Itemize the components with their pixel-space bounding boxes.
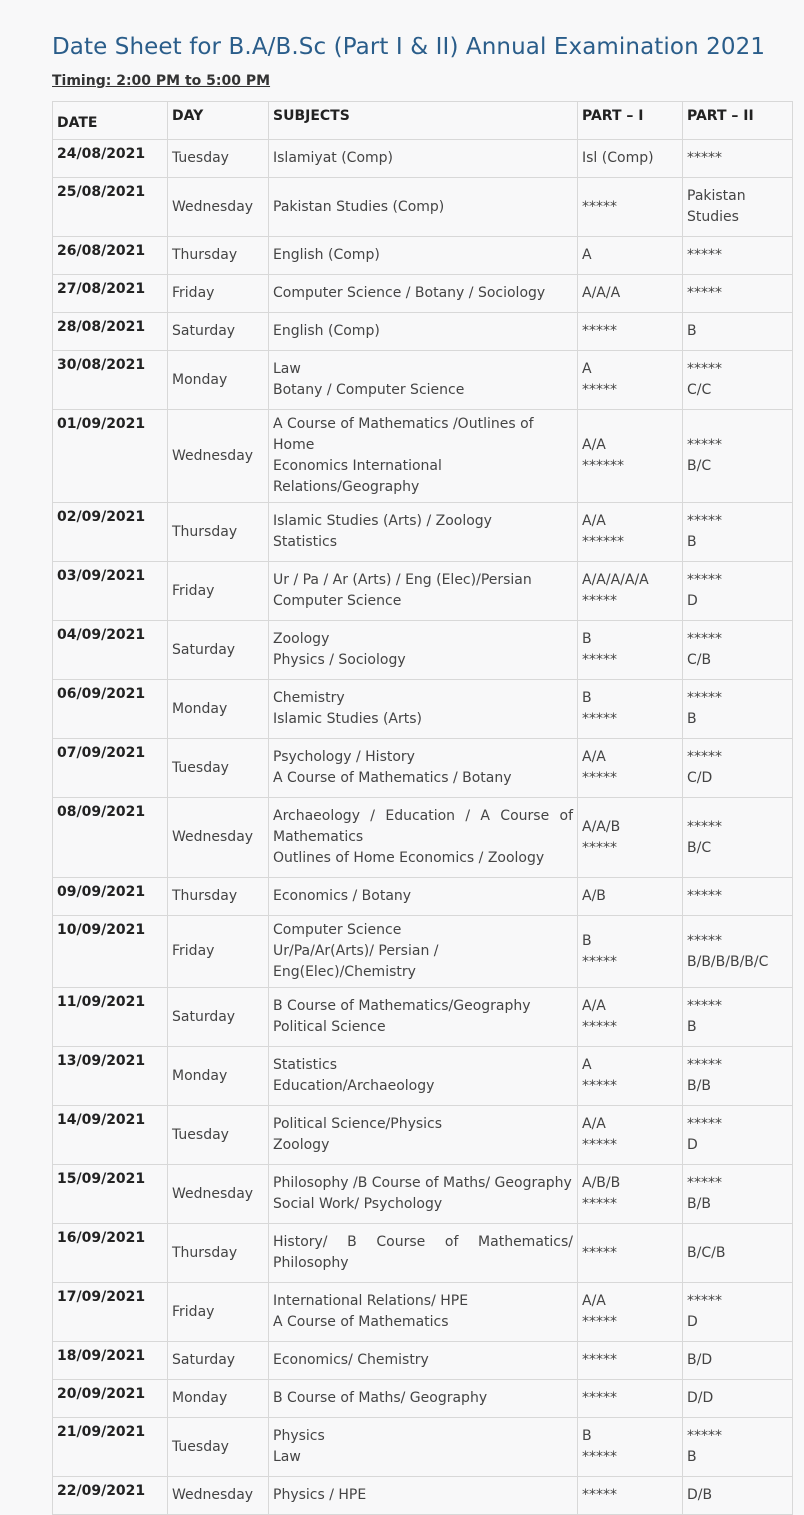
part2-line: C/B: [687, 652, 712, 668]
subjects-line: Physics / Sociology: [273, 652, 406, 668]
subjects-line: Islamiyat (Comp): [273, 150, 394, 166]
date-cell: 03/09/2021: [53, 562, 168, 621]
part2-cell: [683, 1418, 793, 1477]
date-cell: 08/09/2021: [53, 798, 168, 878]
date-cell: 16/09/2021: [53, 1224, 168, 1283]
part1-line: A: [582, 247, 592, 263]
table-row: [53, 916, 793, 988]
subjects-line: Zoology: [273, 1137, 330, 1153]
part2-line: B/C: [687, 458, 712, 474]
subjects-cell: [269, 1283, 578, 1342]
part1-line: Isl (Comp): [582, 150, 654, 166]
day-cell: Thursday: [168, 878, 269, 916]
part2-cell: [683, 878, 793, 916]
day-cell: Thursday: [168, 503, 269, 562]
subjects-line: Ur / Pa / Ar (Arts) / Eng (Elec)/Persian: [273, 572, 532, 588]
subjects-line: Economics/ Chemistry: [273, 1352, 429, 1368]
subjects-line: A Course of Mathematics / Botany: [273, 770, 512, 786]
part1-cell: [578, 798, 683, 878]
day-cell: Saturday: [168, 313, 269, 351]
part1-line: A/A: [582, 998, 606, 1014]
part2-line: *****: [687, 1116, 722, 1132]
day-cell: Saturday: [168, 621, 269, 680]
part1-cell: [578, 878, 683, 916]
table-row: [53, 313, 793, 351]
subjects-line: Political Science: [273, 1019, 386, 1035]
date-cell: 11/09/2021: [53, 988, 168, 1047]
date-cell: 10/09/2021: [53, 916, 168, 988]
subjects-cell: [269, 237, 578, 275]
part2-cell: [683, 916, 793, 988]
table-row: [53, 988, 793, 1047]
part2-cell: [683, 1047, 793, 1106]
day-cell: Saturday: [168, 988, 269, 1047]
part2-line: B/B/B/B/B/C: [687, 953, 769, 970]
subjects-line: A Course of Mathematics: [273, 1314, 449, 1330]
date-cell: 20/09/2021: [53, 1380, 168, 1418]
part1-line: A/A/A/A/A: [582, 572, 649, 588]
subjects-line: Botany / Computer Science: [273, 382, 465, 398]
subjects-line: Computer Science / Botany / Sociology: [273, 285, 546, 301]
subjects-line: Education/Archaeology: [273, 1078, 435, 1094]
part2-line: *****: [687, 818, 722, 835]
part2-line: *****: [687, 572, 722, 588]
table-row: [53, 1380, 793, 1418]
date-cell: 22/09/2021: [53, 1477, 168, 1515]
part2-cell: [683, 1106, 793, 1165]
part2-cell: [683, 798, 793, 878]
part2-line: *****: [687, 749, 722, 765]
subjects-line: B Course of Maths/ Geography: [273, 1390, 488, 1406]
part1-line: *****: [582, 382, 617, 398]
part1-cell: [578, 1224, 683, 1283]
part2-line: *****: [687, 361, 722, 377]
subjects-line: Law: [273, 1449, 301, 1465]
table-row: [53, 798, 793, 878]
subjects-cell: [269, 798, 578, 878]
part2-line: B: [687, 323, 697, 339]
day-cell: Thursday: [168, 237, 269, 275]
part1-line: *****: [582, 1078, 617, 1094]
part1-line: *****: [582, 711, 617, 727]
part1-line: B: [582, 932, 592, 949]
part1-line: *****: [582, 1244, 617, 1261]
day-cell: Friday: [168, 916, 269, 988]
subjects-line: Zoology: [273, 631, 330, 647]
day-cell: Tuesday: [168, 140, 269, 178]
subjects-cell: [269, 1477, 578, 1515]
day-cell: Friday: [168, 562, 269, 621]
subjects-cell: [269, 351, 578, 410]
part1-cell: [578, 1477, 683, 1515]
part1-line: *****: [582, 839, 617, 856]
part2-line: B: [687, 711, 697, 727]
part2-cell: [683, 503, 793, 562]
subjects-cell: [269, 1224, 578, 1283]
part2-line: *****: [687, 631, 722, 647]
part1-cell: [578, 1342, 683, 1380]
part1-cell: [578, 988, 683, 1047]
table-row: [53, 1106, 793, 1165]
day-cell: Tuesday: [168, 1418, 269, 1477]
part2-line: B/C: [687, 839, 712, 856]
day-cell: Monday: [168, 1047, 269, 1106]
part2-line: B/B: [687, 1196, 711, 1212]
subjects-line: Law: [273, 361, 301, 377]
date-sheet-table: [52, 101, 793, 1515]
part2-line: D/D: [687, 1390, 714, 1406]
part2-line: D: [687, 593, 698, 609]
table-row: [53, 410, 793, 503]
table-row: [53, 275, 793, 313]
table-row: [53, 680, 793, 739]
subjects-cell: [269, 1380, 578, 1418]
table-row: [53, 237, 793, 275]
part1-line: ******: [582, 458, 624, 474]
part2-cell: [683, 1380, 793, 1418]
subjects-cell: [269, 988, 578, 1047]
part1-line: *****: [582, 323, 617, 339]
part1-line: *****: [582, 593, 617, 609]
part1-line: *****: [582, 953, 617, 970]
part1-line: A/A: [582, 749, 606, 765]
table-row: [53, 351, 793, 410]
part2-cell: [683, 275, 793, 313]
date-cell: 25/08/2021: [53, 178, 168, 237]
part1-line: *****: [582, 1390, 617, 1406]
subjects-line: Statistics: [273, 534, 337, 550]
subjects-cell: [269, 140, 578, 178]
part2-line: B/B: [687, 1078, 711, 1094]
part2-cell: [683, 351, 793, 410]
part2-line: *****: [687, 690, 722, 706]
part2-cell: [683, 1165, 793, 1224]
subjects-cell: [269, 621, 578, 680]
part2-cell: [683, 680, 793, 739]
subjects-cell: [269, 739, 578, 798]
day-cell: Friday: [168, 275, 269, 313]
subjects-line: Social Work/ Psychology: [273, 1196, 443, 1212]
part2-line: B: [687, 534, 697, 550]
date-cell: 27/08/2021: [53, 275, 168, 313]
part1-cell: [578, 562, 683, 621]
part1-line: *****: [582, 652, 617, 668]
part1-line: A: [582, 1057, 592, 1073]
part1-line: *****: [582, 1352, 617, 1368]
part2-line: *****: [687, 1057, 722, 1073]
subjects-line: History/ B Course of Mathematics/: [273, 1234, 573, 1250]
part2-cell: [683, 1224, 793, 1283]
part1-cell: [578, 739, 683, 798]
part2-cell: [683, 621, 793, 680]
subjects-line: A Course of Mathematics /Outlines of Home: [273, 416, 534, 453]
table-row: [53, 1477, 793, 1515]
subjects-line: Islamic Studies (Arts) / Zoology: [273, 513, 492, 529]
subjects-line: English (Comp): [273, 323, 380, 339]
subjects-line: Chemistry: [273, 690, 345, 706]
day-cell: Wednesday: [168, 1477, 269, 1515]
part1-line: ******: [582, 534, 624, 550]
date-cell: 17/09/2021: [53, 1283, 168, 1342]
part2-line: *****: [687, 1175, 722, 1191]
subjects-cell: [269, 1165, 578, 1224]
part1-cell: [578, 275, 683, 313]
part1-line: *****: [582, 1487, 617, 1503]
subjects-line: Statistics: [273, 1057, 337, 1073]
part1-line: A/B: [582, 888, 606, 904]
part1-line: *****: [582, 1019, 617, 1035]
part1-cell: [578, 351, 683, 410]
date-cell: 24/08/2021: [53, 140, 168, 178]
part1-line: A/A: [582, 1116, 606, 1132]
part2-line: *****: [687, 998, 722, 1014]
part1-line: A/A: [582, 437, 606, 453]
subjects-cell: [269, 878, 578, 916]
part2-line: D: [687, 1137, 698, 1153]
part1-cell: [578, 140, 683, 178]
table-row: [53, 621, 793, 680]
subjects-line: Economics / Botany: [273, 888, 412, 904]
part1-line: *****: [582, 198, 617, 215]
subjects-line: Outlines of Home Economics / Zoology: [273, 850, 545, 866]
part2-cell: [683, 1283, 793, 1342]
part1-cell: [578, 1380, 683, 1418]
part2-cell: [683, 1477, 793, 1515]
part1-cell: [578, 178, 683, 237]
column-header-part-2: PART – II: [683, 102, 793, 140]
subjects-line: Psychology / History: [273, 749, 415, 765]
part1-line: A/A/B: [582, 818, 621, 835]
day-cell: Wednesday: [168, 1165, 269, 1224]
part1-line: *****: [582, 1196, 617, 1212]
subjects-cell: [269, 1106, 578, 1165]
part1-cell: [578, 1047, 683, 1106]
part2-line: *****: [687, 150, 722, 166]
day-cell: Wednesday: [168, 410, 269, 503]
day-cell: Monday: [168, 1380, 269, 1418]
subjects-cell: [269, 410, 578, 503]
part2-line: *****: [687, 247, 722, 263]
subjects-cell: [269, 916, 578, 988]
subjects-cell: [269, 562, 578, 621]
table-header: [53, 102, 793, 140]
subjects-line: Mathematics: [273, 829, 364, 845]
part2-line: *****: [687, 1293, 722, 1309]
day-cell: Tuesday: [168, 1106, 269, 1165]
subjects-line: Islamic Studies (Arts): [273, 711, 422, 727]
table-row: [53, 1047, 793, 1106]
table-row: [53, 1342, 793, 1380]
part2-line: *****: [687, 513, 722, 529]
day-cell: Wednesday: [168, 798, 269, 878]
column-header-date: DATE: [53, 102, 168, 140]
subjects-line: Ur/Pa/Ar(Arts)/ Persian / Eng(Elec)/Chemistry: [273, 943, 439, 980]
table-row: [53, 1165, 793, 1224]
subjects-line: Economics International Relations/Geography: [273, 458, 442, 495]
table-row: [53, 1418, 793, 1477]
table-body: [53, 140, 793, 1515]
part1-line: *****: [582, 770, 617, 786]
part2-line: C/D: [687, 770, 713, 786]
part2-line: *****: [687, 932, 722, 949]
day-cell: Tuesday: [168, 739, 269, 798]
part2-cell: [683, 1342, 793, 1380]
part1-line: A/A/A: [582, 285, 621, 301]
subjects-line: B Course of Mathematics/Geography: [273, 998, 531, 1014]
part1-cell: [578, 237, 683, 275]
part2-cell: [683, 562, 793, 621]
part1-line: B: [582, 690, 592, 706]
date-cell: 21/09/2021: [53, 1418, 168, 1477]
part1-cell: [578, 1106, 683, 1165]
subjects-cell: [269, 275, 578, 313]
part2-line: Pakistan: [687, 188, 746, 204]
table-row: [53, 1224, 793, 1283]
part1-line: *****: [582, 1137, 617, 1153]
part2-cell: [683, 140, 793, 178]
date-cell: 09/09/2021: [53, 878, 168, 916]
part2-line: *****: [687, 285, 722, 301]
subjects-line: Physics / HPE: [273, 1487, 367, 1503]
table-row: [53, 878, 793, 916]
part2-cell: [683, 988, 793, 1047]
part2-line: D: [687, 1314, 698, 1330]
part1-cell: [578, 503, 683, 562]
subjects-line: Philosophy: [273, 1255, 349, 1271]
date-cell: 13/09/2021: [53, 1047, 168, 1106]
part1-cell: [578, 621, 683, 680]
part1-line: *****: [582, 1449, 617, 1465]
part1-line: A/A: [582, 1293, 606, 1309]
part2-line: B: [687, 1019, 697, 1035]
table-row: [53, 562, 793, 621]
part1-cell: [578, 916, 683, 988]
subjects-cell: [269, 1418, 578, 1477]
part2-cell: [683, 178, 793, 237]
subjects-line: Political Science/Physics: [273, 1116, 443, 1132]
part2-line: Studies: [687, 209, 739, 225]
subjects-line: Archaeology / Education / A Course of: [273, 808, 573, 824]
column-header-subjects: SUBJECTS: [269, 102, 578, 140]
day-cell: Monday: [168, 680, 269, 739]
page-title: Date Sheet for B.A/B.Sc (Part I & II) Annual Examination 2021: [52, 34, 766, 60]
date-cell: 01/09/2021: [53, 410, 168, 503]
date-cell: 26/08/2021: [53, 237, 168, 275]
part2-line: D/B: [687, 1487, 713, 1503]
part2-line: B/C/B: [687, 1244, 726, 1261]
table-row: [53, 1283, 793, 1342]
date-cell: 15/09/2021: [53, 1165, 168, 1224]
date-cell: 06/09/2021: [53, 680, 168, 739]
part2-line: *****: [687, 888, 722, 904]
date-cell: 18/09/2021: [53, 1342, 168, 1380]
table-row: [53, 739, 793, 798]
day-cell: Friday: [168, 1283, 269, 1342]
subjects-line: Physics: [273, 1428, 325, 1444]
part2-line: *****: [687, 1428, 722, 1444]
subjects-cell: [269, 680, 578, 739]
part1-cell: [578, 1283, 683, 1342]
table-row: [53, 178, 793, 237]
part1-line: A: [582, 361, 592, 377]
part1-line: B: [582, 1428, 592, 1444]
subjects-cell: [269, 178, 578, 237]
part2-line: B/D: [687, 1352, 713, 1368]
subjects-line: English (Comp): [273, 247, 380, 263]
part2-line: *****: [687, 437, 722, 453]
part1-line: A/B/B: [582, 1175, 621, 1191]
part2-cell: [683, 237, 793, 275]
column-header-part-1: PART – I: [578, 102, 683, 140]
part2-cell: [683, 739, 793, 798]
subjects-cell: [269, 1047, 578, 1106]
part1-cell: [578, 410, 683, 503]
date-cell: 07/09/2021: [53, 739, 168, 798]
day-cell: Monday: [168, 351, 269, 410]
part2-line: B: [687, 1449, 697, 1465]
table-row: [53, 140, 793, 178]
date-cell: 30/08/2021: [53, 351, 168, 410]
date-cell: 14/09/2021: [53, 1106, 168, 1165]
subjects-cell: [269, 313, 578, 351]
subjects-cell: [269, 1342, 578, 1380]
subjects-line: Philosophy /B Course of Maths/ Geography: [273, 1175, 572, 1191]
part2-cell: [683, 313, 793, 351]
part1-cell: [578, 313, 683, 351]
part1-line: *****: [582, 1314, 617, 1330]
day-cell: Wednesday: [168, 178, 269, 237]
date-cell: 28/08/2021: [53, 313, 168, 351]
part1-cell: [578, 680, 683, 739]
part1-line: A/A: [582, 513, 606, 529]
part2-cell: [683, 410, 793, 503]
subjects-cell: [269, 503, 578, 562]
part2-line: C/C: [687, 382, 712, 398]
date-cell: 04/09/2021: [53, 621, 168, 680]
day-cell: Thursday: [168, 1224, 269, 1283]
subjects-line: Computer Science: [273, 922, 402, 938]
table-row: [53, 503, 793, 562]
subjects-line: Computer Science: [273, 593, 402, 609]
subjects-line: International Relations/ HPE: [273, 1293, 469, 1309]
date-cell: 02/09/2021: [53, 503, 168, 562]
part1-cell: [578, 1165, 683, 1224]
part1-cell: [578, 1418, 683, 1477]
column-header-day: DAY: [168, 102, 269, 140]
subjects-line: Pakistan Studies (Comp): [273, 198, 445, 215]
timing-note: Timing: 2:00 PM to 5:00 PM: [52, 73, 271, 89]
part1-line: B: [582, 631, 592, 647]
day-cell: Saturday: [168, 1342, 269, 1380]
